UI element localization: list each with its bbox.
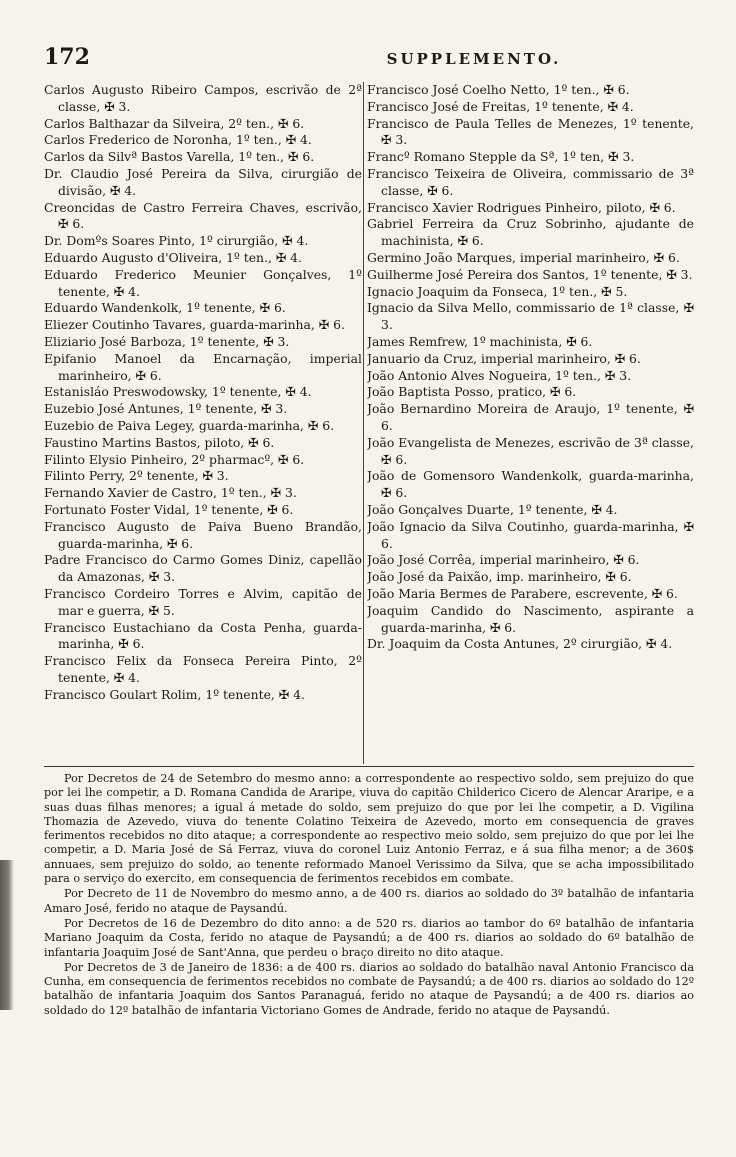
list-item: João Evangelista de Menezes, escrivão de 3ª classe, ✠ 6. [367,434,694,467]
list-item: João Baptista Posso, pratico, ✠ 6. [367,384,577,400]
list-item: Francº Romano Stepple da Sª, 1º ten, ✠ 3. [367,149,635,165]
list-item: Padre Francisco do Carmo Gomes Diniz, capellão da Amazonas, ✠ 3. [44,552,362,585]
list-item: Francisco Eustachiano da Costa Penha, guarda-marinha, ✠ 6. [44,619,362,652]
list-item: Dr. Joaquim da Costa Antunes, 2º cirurgião, ✠ 4. [367,636,673,652]
list-item: Filinto Perry, 2º tenente, ✠ 3. [44,468,229,484]
list-item: João Gonçalves Duarte, 1º tenente, ✠ 4. [367,501,618,517]
list-item: Carlos Frederico de Noronha, 1º ten., ✠ 4. [44,132,312,148]
scan-edge-mark [0,860,14,1010]
list-item: Epifanio Manoel da Encarnação, imperial marinheiro, ✠ 6. [44,350,362,383]
list-item: Germino João Marques, imperial marinheiro, ✠ 6. [367,249,680,265]
page-header [44,44,694,74]
list-item: Euzebio de Paiva Legey, guarda-marinha, ✠ 6. [44,417,335,433]
list-item: Dr. Claudio José Pereira da Silva, cirurgião de divisão, ✠ 4. [44,165,362,198]
list-item: Francisco Xavier Rodrigues Pinheiro, piloto, ✠ 6. [367,199,676,215]
list-item: Francisco Goulart Rolim, 1º tenente, ✠ 4. [44,686,305,702]
list-item: Ignacio Joaquim da Fonseca, 1º ten., ✠ 5. [367,283,628,299]
list-item: Eliezer Coutinho Tavares, guarda-marinha, ✠ 6. [44,317,345,333]
list-item: Euzebio José Antunes, 1º tenente, ✠ 3. [44,401,288,417]
list-item: João Ignacio da Silva Coutinho, guarda-marinha, ✠ 6. [367,518,694,551]
list-item: Francisco Cordeiro Torres e Alvim, capitão de mar e guerra, ✠ 5. [44,585,362,618]
right-column [367,82,694,764]
list-item: Fortunato Foster Vidal, 1º tenente, ✠ 6. [44,501,294,517]
decrees-section [44,772,694,1112]
decree-paragraph: Por Decretos de 24 de Setembro do mesmo anno: a correspondente ao respectivo soldo, sem prejuizo do que por lei lhe competir, a D. Romana Candida de Araripe, viuva do capitão Childerico Cicero de Alencar Araripe, e a suas duas filhas menores; a igual á metade do soldo, sem prejuizo do que por lei lhe competir, a D. Vigilina Thomazia de Azevedo, viuva do tenente Colatino Teixeira de Azevedo, morto em consequencia de graves ferimentos recebidos no dito ataque; a correspondente ao respectivo meio soldo, sem prejuizo do que por lei lhe competir, a D. Maria José de Sá Ferraz, viuva do coronel Luiz Antonio Ferraz, e á sua filha menor; a de 360$ annuaes, sem prejuizo do soldo, ao tenente reformado Manoel Verissimo da Silva, que se acha impossibilitado para o serviço do exercito, em consequencia de ferimentos recebidos em combate. [44,772,694,886]
running-title: SUPPLEMENTO. [386,50,562,68]
list-item: Gabriel Ferreira da Cruz Sobrinho, ajudante de machinista, ✠ 6. [367,216,694,249]
list-item: Filinto Elysio Pinheiro, 2º pharmacº, ✠ 6. [44,451,305,467]
list-item: Francisco Felix da Fonseca Pereira Pinto, 2º tenente, ✠ 4. [44,653,362,685]
entries-columns [44,82,694,764]
list-item: Eduardo Augusto d'Oliveira, 1º ten., ✠ 4. [44,249,302,265]
list-item: João Bernardino Moreira de Araujo, 1º tenente, ✠ 6. [367,401,694,433]
list-item: João José Corrêa, imperial marinheiro, ✠ 6. [367,552,640,568]
list-item: Francisco de Paula Telles de Menezes, 1º tenente, ✠ 3. [367,115,694,148]
list-item: James Remfrew, 1º machinista, ✠ 6. [367,333,593,349]
list-item: Carlos Augusto Ribeiro Campos, escrivão de 2ª classe, ✠ 3. [44,82,362,114]
list-item: João Antonio Alves Nogueira, 1º ten., ✠ 3. [367,367,632,383]
list-item: João Maria Bermes de Parabere, escrevente, ✠ 6. [367,585,678,601]
list-item: Creoncidas de Castro Ferreira Chaves, escrivão, ✠ 6. [44,199,362,232]
list-item: Francisco Teixeira de Oliveira, commissario de 3ª classe, ✠ 6. [367,165,694,198]
page-number: 172 [44,44,90,70]
list-item: Faustino Martins Bastos, piloto, ✠ 6. [44,434,275,450]
list-item: Januario da Cruz, imperial marinheiro, ✠ 6. [367,350,641,366]
list-item: João de Gomensoro Wandenkolk, guarda-marinha, ✠ 6. [367,468,694,501]
list-item: Dr. Domºs Soares Pinto, 1º cirurgião, ✠ 4. [44,233,309,249]
list-item: Eliziario José Barboza, 1º tenente, ✠ 3. [44,333,290,349]
column-divider [363,82,364,764]
list-item: João José da Paixão, imp. marinheiro, ✠ 6. [367,569,632,585]
list-item: Eduardo Frederico Meunier Gonçalves, 1º tenente, ✠ 4. [44,266,362,299]
list-item: Francisco José Coelho Netto, 1º ten., ✠ 6. [367,82,630,97]
list-item: Fernando Xavier de Castro, 1º ten., ✠ 3. [44,485,297,501]
list-item: Francisco José de Freitas, 1º tenente, ✠ 4. [367,98,634,114]
list-item: Francisco Augusto de Paiva Bueno Brandão, guarda-marinha, ✠ 6. [44,518,362,551]
decree-paragraph: Por Decretos de 3 de Janeiro de 1836: a de 400 rs. diarios ao soldado do batalhão naval Antonio Francisco da Cunha, em consequencia de ferimentos recebidos no combate de Paysandú; a de 400 rs. diarios ao soldado do 12º batalhão de infantaria Joaquim dos Santos Paranaguá, ferido no ataque de Paysandú; a de 400 rs. diarios ao soldado do 12º batalhão de infantaria Victoriano Gomes de Andrade, ferido no ataque de Paysandú. [44,960,694,1017]
list-item: Guilherme José Pereira dos Santos, 1º tenente, ✠ 3. [367,266,693,282]
list-item: Estanisláo Preswodowsky, 1º tenente, ✠ 4. [44,384,312,400]
section-divider [44,766,694,767]
list-item: Ignacio da Silva Mello, commissario de 1ª classe, ✠ 3. [367,300,694,333]
decree-paragraph: Por Decretos de 16 de Dezembro do dito anno: a de 520 rs. diarios ao tambor do 6º batalhão de infantaria Mariano Joaquim da Costa, ferido no ataque de Paysandú; a de 400 rs. diarios ao soldado do 6º batalhão de infantaria Joaquim José de Sant'Anna, que perdeu o braço direito no dito ataque. [44,916,694,959]
list-item: Eduardo Wandenkolk, 1º tenente, ✠ 6. [44,300,286,316]
list-item: Carlos Balthazar da Silveira, 2º ten., ✠ 6. [44,115,305,131]
list-item: Joaquim Candido do Nascimento, aspirante a guarda-marinha, ✠ 6. [367,602,694,635]
list-item: Carlos da Silvª Bastos Varella, 1º ten., ✠ 6. [44,149,315,165]
left-column [44,82,362,764]
decree-paragraph: Por Decreto de 11 de Novembro do mesmo anno, a de 400 rs. diarios ao soldado do 3º batalhão de infantaria Amaro José, ferido no ataque de Paysandú. [44,887,694,915]
